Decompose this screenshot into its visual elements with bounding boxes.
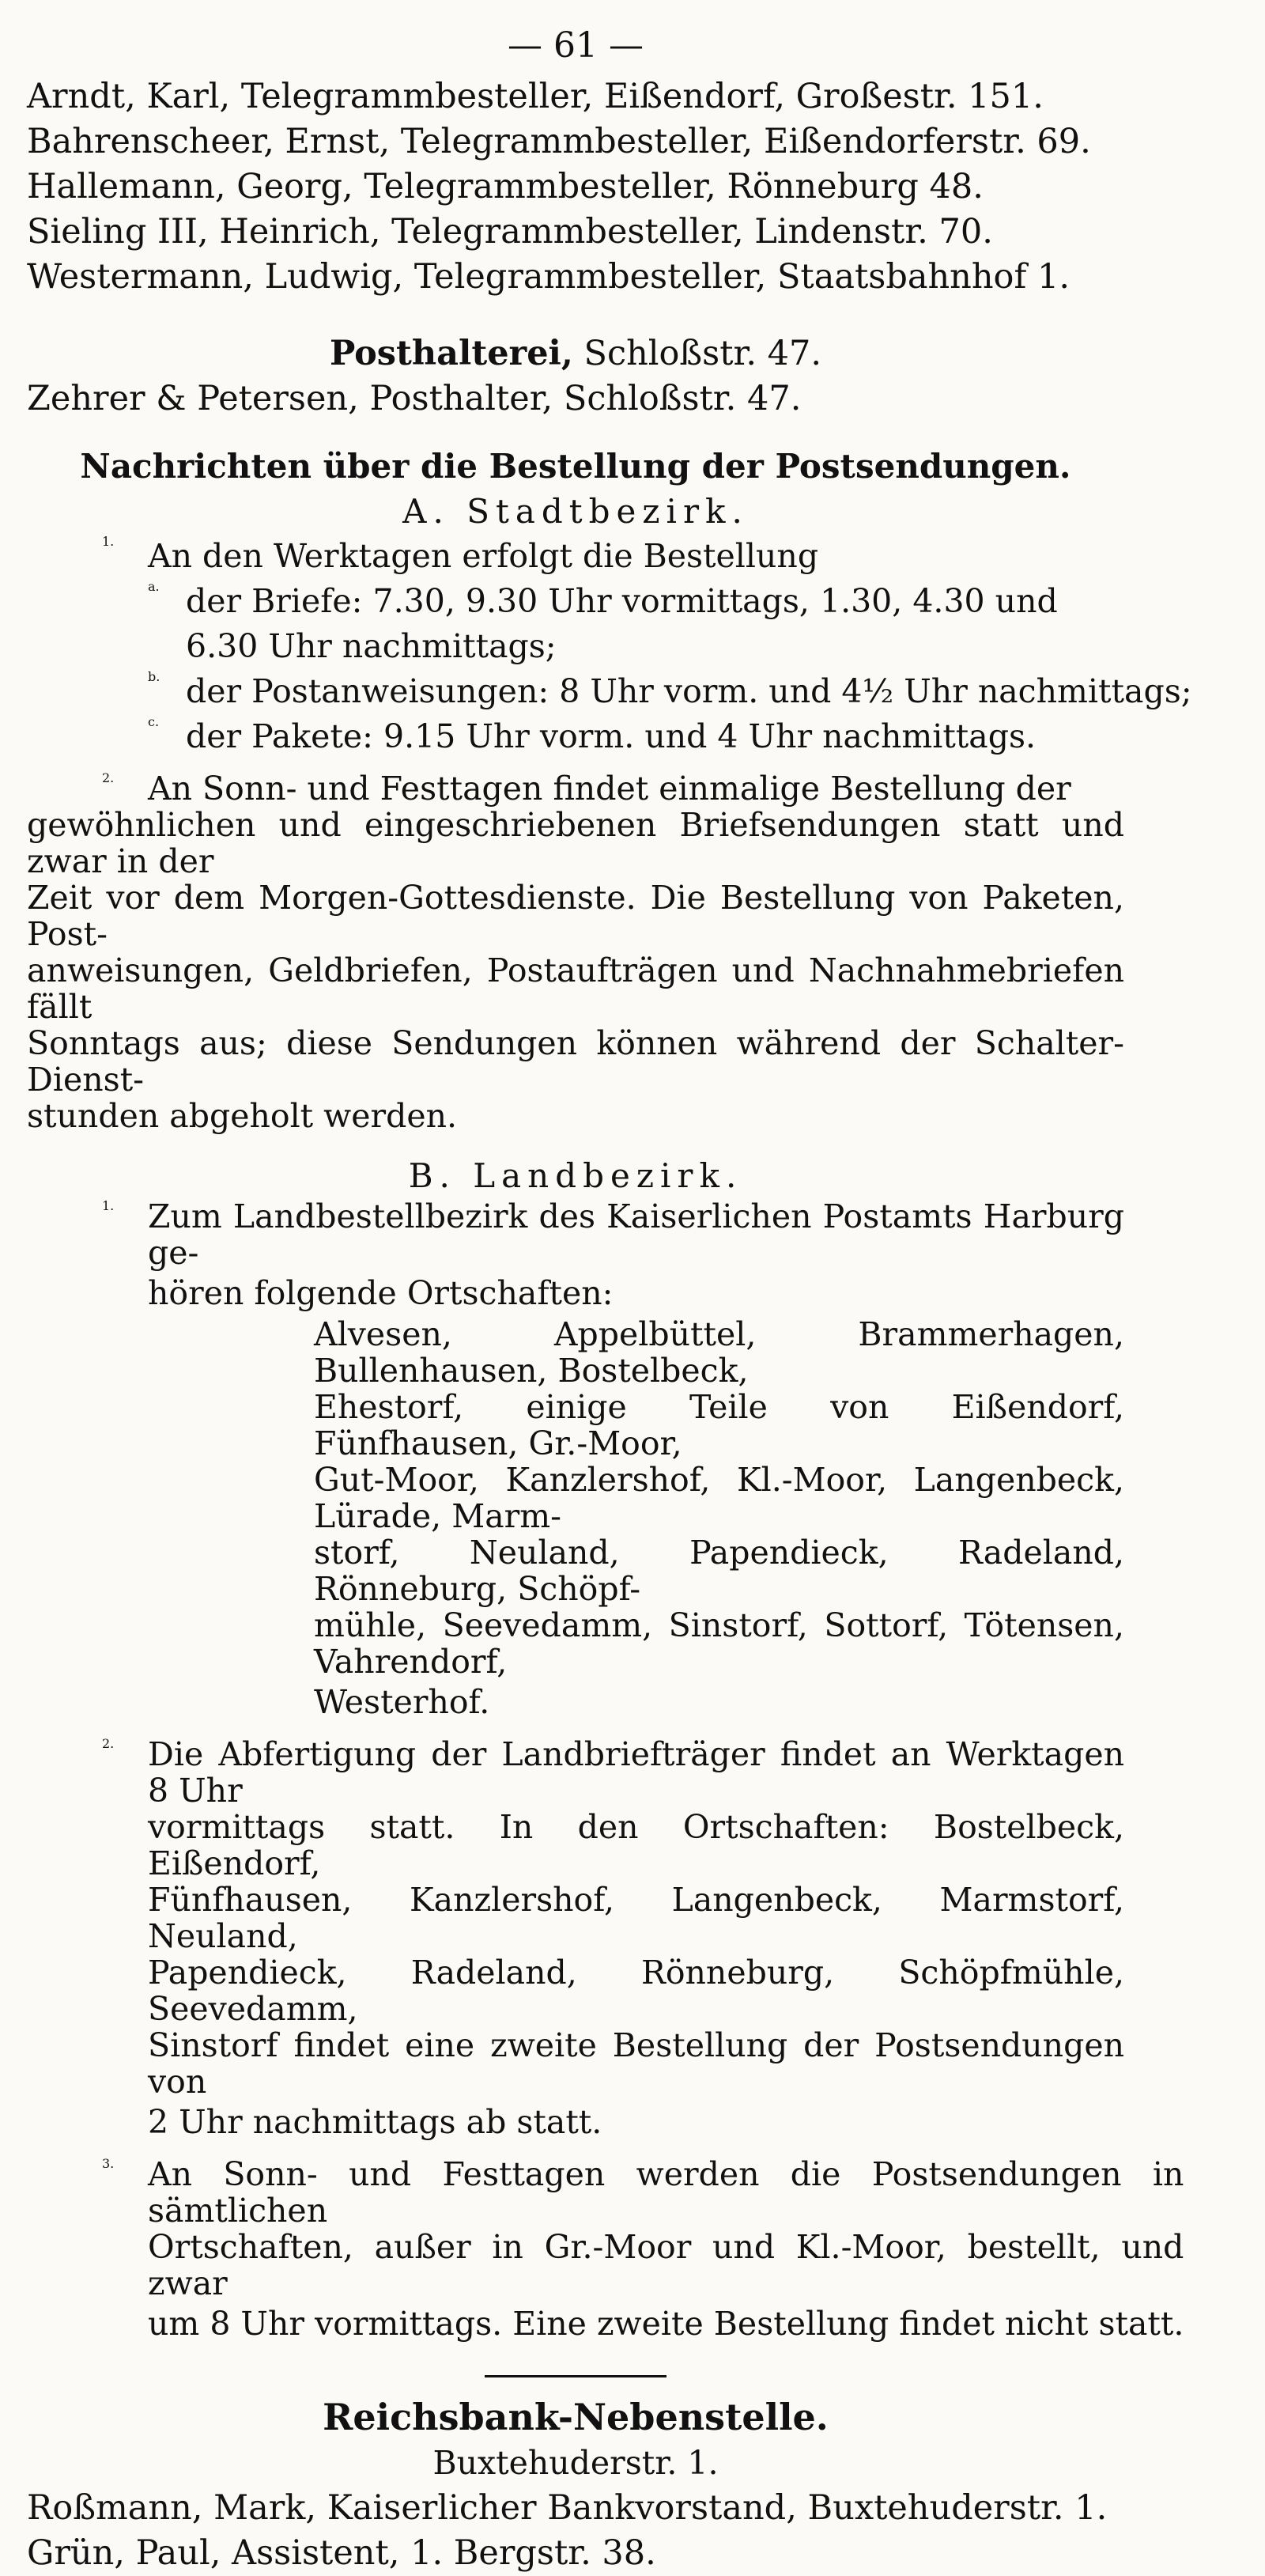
spacer xyxy=(27,1725,1124,1736)
item-line: 2 Uhr nachmittags ab statt. xyxy=(148,2103,602,2141)
rural-delivery-item-3 xyxy=(102,2155,1184,2347)
reichsbank-address: Buxtehuderstr. 1. xyxy=(432,2444,719,2482)
item-line: Die Abfertigung der Landbriefträger findet an Werktagen 8 Uhr xyxy=(148,1735,1124,1810)
item-content xyxy=(148,2156,1184,2347)
section-divider xyxy=(485,2375,666,2377)
item-line: Sonntags aus; diese Sendungen können während der Schalter-Dienst- xyxy=(27,1024,1124,1099)
item-line: um 8 Uhr vormittags. Eine zweite Bestellung findet nicht statt. xyxy=(148,2305,1184,2343)
delivery-title: Nachrichten über die Bestellung der Postsendungen. xyxy=(80,447,1071,486)
item-content xyxy=(148,534,1192,759)
subitem-content xyxy=(186,579,1192,669)
rural-delivery-item-1 xyxy=(102,1198,1124,1725)
spacer xyxy=(27,1134,1124,1153)
telegram-staff-entry: Sieling III, Heinrich, Telegrammbesteller, Lindenstr. 70. xyxy=(27,212,993,252)
item-line: gewöhnlichen und eingeschriebenen Briefsendungen statt und zwar in der xyxy=(27,806,1124,880)
posthalterei-address: Schloßstr. 47. xyxy=(583,334,822,373)
posthalterei-heading xyxy=(27,331,1124,376)
telegram-staff-list xyxy=(27,74,1124,300)
subitem-b xyxy=(148,669,1192,714)
reichsbank-staff-entry: Grün, Paul, Assistent, 1. Bergstr. 38. xyxy=(27,2533,656,2573)
reichsbank-title: Reichsbank-Nebenstelle. xyxy=(323,2396,829,2438)
item-line: Zeit vor dem Morgen-Gottesdienste. Die Bestellung von Paketen, Post- xyxy=(27,879,1124,953)
place-line: Alvesen, Appelbüttel, Brammerhagen, Bullenhausen, Bostelbeck, xyxy=(314,1315,1124,1390)
telegram-staff-entry: Westermann, Ludwig, Telegrammbesteller, Staatsbahnhof 1. xyxy=(27,257,1071,297)
item-line: Ortschaften, außer in Gr.-Moor und Kl.-Moor, bestellt, und zwar xyxy=(148,2228,1184,2302)
subitem-line: der Briefe: 7.30, 9.30 Uhr vormittags, 1.30, 4.30 und xyxy=(186,582,1058,620)
item-line: Zum Landbestellbezirk des Kaiserlichen Postamts Harburg ge- xyxy=(148,1197,1124,1272)
posthalterei-title: Posthalterei, xyxy=(329,334,573,373)
place-line: mühle, Seevedamm, Sinstorf, Sottorf, Tötensen, Vahrendorf, xyxy=(314,1606,1124,1681)
rural-district-title: B. Landbezirk. xyxy=(408,1156,743,1195)
telegram-staff-entry: Hallemann, Georg, Telegrammbesteller, Rönneburg 48. xyxy=(27,167,984,206)
item-number: 3. xyxy=(102,2156,115,2171)
subitem-c xyxy=(148,714,1192,759)
item-line: Sinstorf findet eine zweite Bestellung der Postsendungen von xyxy=(148,2026,1124,2101)
rural-delivery-item-2 xyxy=(102,1736,1124,2145)
subitem-line: 6.30 Uhr nachmittags; xyxy=(186,627,557,665)
place-line: Gut-Moor, Kanzlershof, Kl.-Moor, Langenbeck, Lürade, Marm- xyxy=(314,1461,1124,1535)
telegram-staff-entry: Bahrenscheer, Ernst, Telegrammbesteller, Eißendorferstr. 69. xyxy=(27,122,1091,161)
subitem-mark: c. xyxy=(148,714,160,729)
item-number: 2. xyxy=(102,770,115,785)
places-list xyxy=(314,1316,1124,1725)
place-line: Westerhof. xyxy=(314,1683,490,1721)
item-number: 1. xyxy=(102,1198,115,1213)
city-delivery-item-1 xyxy=(102,534,1192,759)
subitem-line: der Pakete: 9.15 Uhr vorm. und 4 Uhr nachmittags. xyxy=(186,717,1037,755)
page-number: — 61 — xyxy=(508,25,644,66)
item-line: Fünfhausen, Kanzlershof, Langenbeck, Marmstorf, Neuland, xyxy=(148,1881,1124,1955)
item-number: 2. xyxy=(102,1736,115,1751)
city-delivery-item-2 xyxy=(27,770,1124,1134)
item-line: stunden abgeholt werden. xyxy=(27,1097,458,1135)
spacer xyxy=(27,2145,1124,2156)
item-line: An Sonn- und Festtagen findet einmalige Bestellung der xyxy=(148,770,1071,808)
telegram-staff-entry: Arndt, Karl, Telegrammbesteller, Eißendorf, Großestr. 151. xyxy=(27,77,1044,116)
subitem-line: der Postanweisungen: 8 Uhr vorm. und 4½ Uhr nachmittags; xyxy=(186,672,1192,710)
item-content xyxy=(148,1198,1124,1725)
posthalterei-entry: Zehrer & Petersen, Posthalter, Schloßstr. 47. xyxy=(27,379,802,418)
subitem-mark: b. xyxy=(148,669,160,684)
item-line: vormittags statt. In den Ortschaften: Bostelbeck, Eißendorf, xyxy=(148,1808,1124,1882)
item-text: An den Werktagen erfolgt die Bestellung xyxy=(148,537,819,575)
spacer xyxy=(27,759,1124,770)
item-first-line xyxy=(102,770,1124,807)
place-line: Ehestorf, einige Teile von Eißendorf, Fünfhausen, Gr.-Moor, xyxy=(314,1388,1124,1462)
place-line: storf, Neuland, Papendieck, Radeland, Rönneburg, Schöpf- xyxy=(314,1534,1124,1608)
item-line: An Sonn- und Festtagen werden die Postsendungen in sämtlichen xyxy=(148,2155,1184,2230)
subitem-a xyxy=(148,579,1192,669)
reichsbank-staff-entry: Roßmann, Mark, Kaiserlicher Bankvorstand, Buxtehuderstr. 1. xyxy=(27,2488,1108,2528)
subitem-mark: a. xyxy=(148,579,160,594)
item-number: 1. xyxy=(102,534,115,549)
item-line: hören folgende Ortschaften: xyxy=(148,1274,614,1312)
item-line: Papendieck, Radeland, Rönneburg, Schöpfmühle, Seevedamm, xyxy=(148,1954,1124,2028)
item-line: anweisungen, Geldbriefen, Postaufträgen und Nachnahmebriefen fällt xyxy=(27,951,1124,1026)
item-content xyxy=(148,1736,1124,2145)
city-district-title: A. Stadtbezirk. xyxy=(402,492,749,531)
document-page xyxy=(27,24,1192,2573)
